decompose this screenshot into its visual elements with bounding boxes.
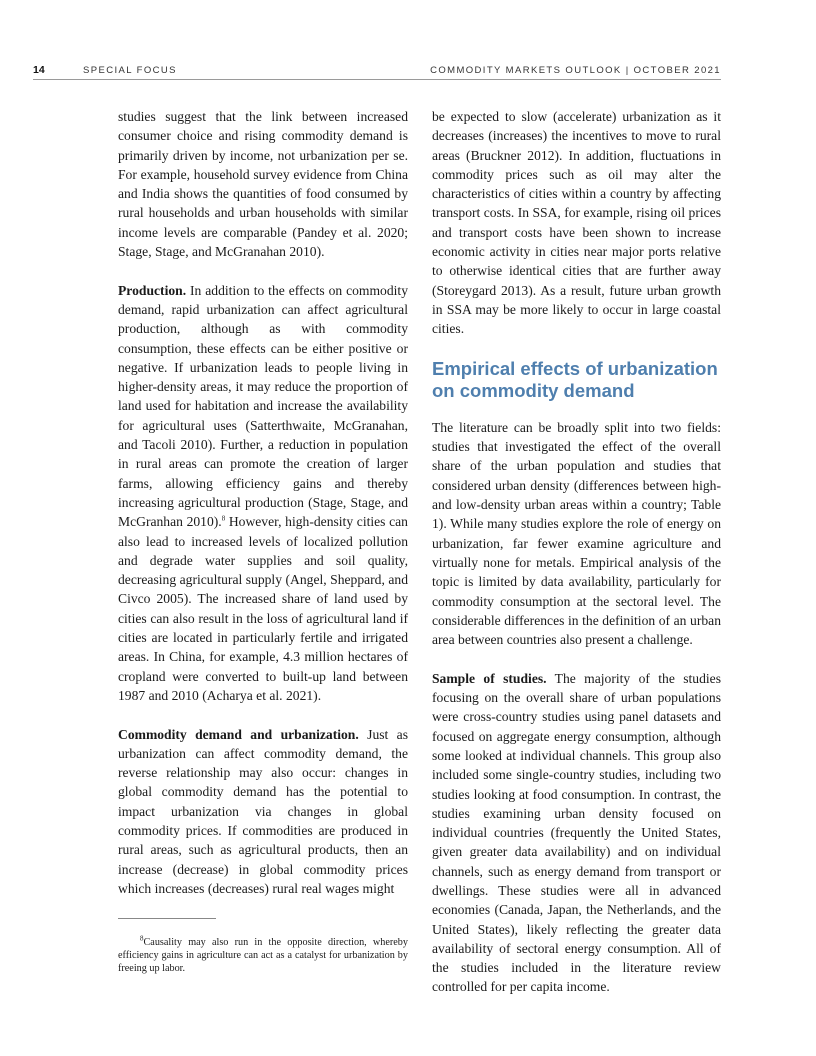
- publication-title: COMMODITY MARKETS OUTLOOK | OCTOBER 2021: [430, 65, 721, 76]
- footnote-divider: [118, 918, 216, 919]
- paragraph-lead: Commodity demand and urbanization.: [118, 726, 359, 742]
- footnote-text: Causality may also run in the opposite direction, whereby efficiency gains in agriculture can act as a catalyst for urbanization by freeing up labor.: [118, 937, 408, 974]
- section-heading: Empirical effects of urbanization on commodity demand: [432, 357, 718, 401]
- paragraph-text: Just as urbanization can affect commodity demand, the reverse relationship may also occur: changes in global commodity demand has the potential to impact urbanization via changes in global commodity prices. If commodities are produced in rural areas, such as agricultural products, then an increase (decrease) in global commodity prices which increases (decreases) rural real wages might: [118, 726, 409, 896]
- paragraph-lead: Production.: [118, 282, 187, 298]
- paragraph: studies suggest that the link between increased consumer choice and rising commodity demand is primarily driven by income, not urbanization per se. For example, household survey evidence from China and India shows the quantities of food consumed by rural households and urban households with similar income levels are comparable (Pandey et al. 2020; Stage, Stage, and McGranahan 2010).: [118, 109, 408, 260]
- paragraph: The literature can be broadly split into two fields: studies that investigated the effect of the overall share of the urban population and studies that considered urban density (differences between high- and low-density urban areas within a country; Table 1). While many studies explore the role of energy on urbanization, far fewer examine agriculture and virtually none for metals. Empirical analysis of the topic is limited by data availability, particularly for commodity consumption at the sectoral level. The considerable differences in the definition of an urban area between countries also present a challenge.: [432, 419, 721, 648]
- paragraph-text: In addition to the effects on commodity demand, rapid urbanization can affect agricultural production, although as with commodity consumption, these effects can be either positive or negative. If urbanization leads to people living in higher-density areas, it may reduce the proportion of land used for habitation and increase the availability for agricultural uses (Satterthwaite, McGranahan, and Tacoli 2010). Further, a reduction in population in rural areas can promote the creation of larger farms, allowing efficiency gains and thereby increasing agricultural production (Stage, Stage, and McGranhan 2010).: [118, 282, 408, 530]
- footnote-ref: 8: [221, 514, 226, 523]
- paragraph-sample-of-studies: [432, 669, 721, 997]
- paragraph-text: However, high-density cities can also lead to increased levels of localized pollution and degrade water supplies and soil quality, decreasing agricultural supply (Angel, Sheppard, and Civco 2005). The increased share of land used by cities can also result in the loss of agricultural land if cities are located in particularly fertile and irrigated areas. In China, for example, 4.3 million hectares of cropland were converted to built-up land between 1987 and 2010 (Acharya et al. 2021).: [118, 514, 408, 703]
- right-column: [432, 107, 721, 1016]
- paragraph-lead: Sample of studies.: [432, 670, 547, 686]
- left-column: [118, 107, 408, 917]
- footnote-number: 8: [140, 934, 144, 943]
- section-label: SPECIAL FOCUS: [83, 65, 177, 76]
- paragraph-text: The majority of the studies focusing on the overall share of urban populations were cross-country studies using panel datasets and focused on aggregate energy consumption, although some looked at individual channels. This group also included some single-country studies, including two studies looking at food consumption. In contrast, the studies examining urban density focused on individual countries (frequently the United States, given greater data availability) and on individual channels, such as energy demand from transport or dwellings. These studies were all in advanced economies (Canada, Japan, the Netherlands, and the United States), likely reflecting the greater data availability of sectoral energy consumption. All of the studies included in the literature review controlled for per capita income.: [432, 670, 721, 995]
- paragraph: be expected to slow (accelerate) urbanization as it decreases (increases) the incentives to move to rural areas (Bruckner 2012). In addition, fluctuations in commodity prices such as oil may alter the characteristics of cities within a country by affecting transport costs. In SSA, for example, rising oil prices and transport costs have been shown to increase economic activity in cities near major ports relative to otherwise identical cities that are further away (Storeygard 2013). As a result, future urban growth in SSA may be more likely to occur in large coastal cities.: [432, 109, 721, 337]
- footnote: [118, 936, 408, 975]
- paragraph-production: [118, 281, 408, 706]
- page-header: [33, 64, 721, 80]
- page-number: 14: [33, 64, 45, 76]
- paragraph-commodity-demand: [118, 725, 408, 899]
